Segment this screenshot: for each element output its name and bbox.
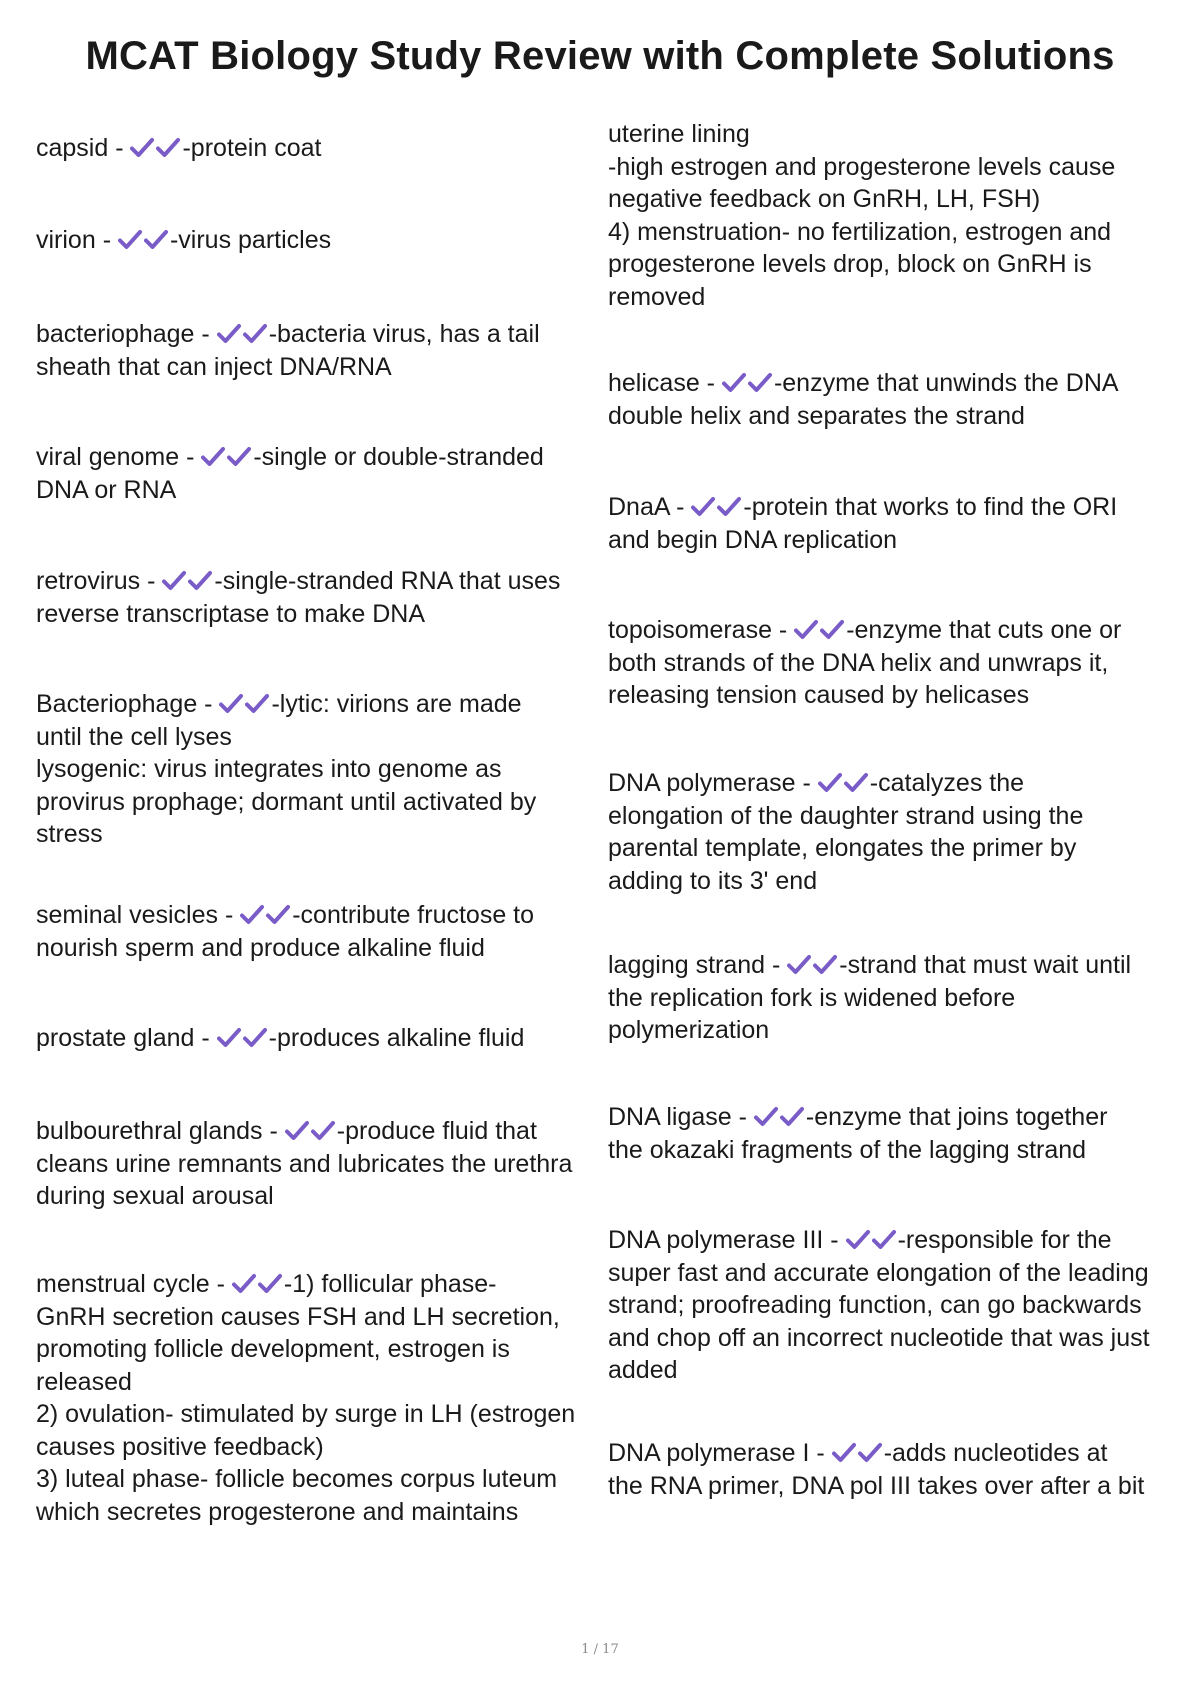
entry-definition-line: and chop off an incorrect nucleotide that was just [608,1323,1150,1352]
entry-definition-line: both strands of the DNA helix and unwraps it, [608,648,1109,677]
flashcard-entry [608,1224,1168,1387]
entry-definition: -single or double-stranded [253,443,544,471]
entry-definition: -lytic: virions are made [271,690,522,718]
entry-first-line [36,132,596,165]
checkmark-icon [130,137,156,159]
flashcard-entry [36,1022,596,1055]
term-separator: - [731,1103,754,1131]
checkmark-icon [243,1027,269,1049]
checkmark-icon [266,904,292,926]
flashcard-entry [36,318,596,383]
entry-definition: -adds nucleotides at [883,1439,1108,1467]
entry-definition: -protein that works to find the ORI [743,493,1118,521]
checkmark-icon [232,1273,258,1295]
entry-definition-line: the RNA primer, DNA pol III takes over after a bit [608,1471,1145,1500]
entry-definition-line: parental template, elongates the primer by [608,834,1077,862]
checkmark-icon [872,1229,898,1251]
entry-definition-line: during sexual arousal [36,1182,274,1210]
entry-definition: -bacteria virus, has a tail [268,320,540,348]
entry-definition: -responsible for the [897,1226,1112,1254]
entry-definition-line: lysogenic: virus integrates into genome as [36,755,502,783]
entry-term: DnaA [608,493,670,521]
entry-definition-line: polymerization [608,1016,770,1044]
entry-first-line [36,688,596,721]
flashcard-entry [608,614,1168,712]
entry-term: retrovirus [36,567,141,595]
entry-definition-line: causes positive feedback) [36,1432,324,1461]
term-separator: - [699,369,722,397]
checkmark-icon [818,772,844,794]
entry-definition: -produces alkaline fluid [268,1024,525,1052]
checkmark-icon [118,229,144,251]
term-separator: - [765,951,788,979]
term-separator: - [95,226,118,254]
checkmark-icon [258,1273,284,1295]
entry-term: prostate gland [36,1024,195,1052]
term-separator: - [795,769,818,797]
entry-first-line [36,1268,596,1301]
entry-first-line [608,614,1168,647]
entry-definition-line: strand; proofreading function, can go backwards [608,1291,1142,1319]
checkmark-icon [156,137,182,159]
entry-term: seminal vesicles [36,901,219,929]
page-number: 1 / 17 [581,1642,619,1657]
continued-line: progesterone levels drop, block on GnRH is [608,250,1092,278]
term-separator: - [179,443,202,471]
term-separator: - [194,1024,217,1052]
flashcard-entry [608,949,1168,1047]
flashcard-entry [608,767,1168,897]
term-separator: - [809,1439,832,1467]
entry-term: bacteriophage [36,320,195,348]
entry-first-line [608,491,1168,524]
entry-first-line [36,224,596,257]
continued-entry [608,118,1168,313]
entry-definition-line: provirus prophage; dormant until activated by [36,787,537,816]
entry-definition-line: releasing tension caused by helicases [608,681,1030,709]
entry-first-line [608,1101,1168,1134]
term-separator: - [262,1117,285,1145]
checkmark-icon [217,323,243,345]
flashcard-entry [36,1268,596,1528]
entry-definition: -contribute fructose to [292,901,535,929]
entry-term: topoisomerase [608,616,772,644]
entry-definition: -protein coat [182,134,322,162]
term-separator: - [108,134,131,162]
flashcard-entry [36,224,596,257]
entry-first-line [36,441,596,474]
entry-first-line [608,367,1168,400]
term-separator: - [197,690,220,718]
continued-line: 4) menstruation- no fertilization, estrogen and [608,217,1112,246]
entry-term: capsid [36,134,109,162]
entry-definition: -1) follicular phase- [283,1270,497,1298]
entry-definition-line: sheath that can inject DNA/RNA [36,352,392,381]
entry-first-line [36,899,596,932]
entry-definition: -enzyme that cuts one or [846,616,1122,644]
page-title: MCAT Biology Study Review with Complete Solutions [85,34,1115,78]
entry-term: DNA polymerase I [608,1439,810,1467]
flashcard-entry [36,565,596,630]
checkmark-icon [832,1442,858,1464]
checkmark-icon [844,772,870,794]
flashcard-entry [36,688,596,851]
entry-term: helicase [608,369,700,397]
checkmark-icon [188,570,214,592]
checkmark-icon [144,229,170,251]
continued-line: removed [608,282,706,311]
flashcard-entry [36,441,596,506]
entry-definition-line: released [36,1367,132,1396]
flashcard-entry [608,491,1168,556]
entry-term: menstrual cycle [36,1270,210,1298]
checkmark-icon [245,693,271,715]
entry-first-line [608,949,1168,982]
entry-definition-line: cleans urine remnants and lubricates the urethra [36,1149,573,1178]
entry-definition-line: super fast and accurate elongation of the leading [608,1258,1149,1287]
entry-first-line [608,1224,1168,1257]
entry-definition: -catalyzes the [869,769,1025,797]
checkmark-icon [813,954,839,976]
term-separator: - [823,1226,846,1254]
entry-definition-line: which secretes progesterone and maintains [36,1497,519,1526]
term-separator: - [218,901,241,929]
entry-definition-line: elongation of the daughter strand using the [608,801,1084,830]
entry-definition-line: double helix and separates the strand [608,401,1025,430]
entry-definition: -strand that must wait until [839,951,1132,979]
flashcard-entry [608,1101,1168,1166]
entry-definition-line: 3) luteal phase- follicle becomes corpus luteum [36,1465,558,1493]
term-separator: - [140,567,163,595]
checkmark-icon [846,1229,872,1251]
checkmark-icon [717,496,743,518]
entry-first-line [36,1022,596,1055]
term-separator: - [669,493,692,521]
entry-first-line [608,1437,1168,1470]
entry-first-line [36,1115,596,1148]
entry-definition-line: and begin DNA replication [608,525,898,554]
term-separator: - [209,1270,232,1298]
entry-definition-line: stress [36,820,103,848]
entry-definition: -produce fluid that [336,1117,537,1145]
entry-definition-line: promoting follicle development, estrogen is [36,1335,510,1363]
entry-definition-line: GnRH secretion causes FSH and LH secretion, [36,1302,560,1331]
flashcard-entry [36,132,596,165]
continued-line: uterine lining [608,120,750,148]
entry-definition-line: the replication fork is widened before [608,983,1016,1012]
flashcard-entry [36,899,596,964]
checkmark-icon [780,1106,806,1128]
entry-term: virion [36,226,96,254]
checkmark-icon [219,693,245,715]
entry-definition-line: DNA or RNA [36,475,177,504]
checkmark-icon [787,954,813,976]
entry-term: bulbourethral glands [36,1117,263,1145]
checkmark-icon [820,619,846,641]
entry-definition-line: nourish sperm and produce alkaline fluid [36,933,485,962]
entry-term: DNA ligase [608,1103,732,1131]
checkmark-icon [285,1120,311,1142]
continued-line: negative feedback on GnRH, LH, FSH) [608,185,1041,213]
entry-first-line [608,767,1168,800]
entry-term: lagging strand [608,951,766,979]
entry-term: viral genome [36,443,180,471]
entry-definition-line: until the cell lyses [36,722,232,751]
term-separator: - [771,616,795,644]
entry-definition-line: 2) ovulation- stimulated by surge in LH (estrogen [36,1400,576,1428]
flashcard-entry [608,367,1168,432]
entry-definition-line: the okazaki fragments of the lagging strand [608,1135,1087,1164]
checkmark-icon [722,372,748,394]
checkmark-icon [227,446,253,468]
entry-definition: -virus particles [169,226,332,254]
flashcard-entry [608,1437,1168,1502]
entry-definition-line: added [608,1356,678,1384]
entry-term: DNA polymerase III [608,1226,824,1254]
checkmark-icon [243,323,269,345]
checkmark-icon [748,372,774,394]
entry-definition-line: adding to its 3' end [608,866,818,895]
checkmark-icon [691,496,717,518]
flashcard-entry [36,1115,596,1213]
continued-line: -high estrogen and progesterone levels cause [608,152,1116,181]
checkmark-icon [201,446,227,468]
entry-definition: -enzyme that joins together [805,1103,1108,1131]
entry-definition: -single-stranded RNA that uses [214,567,561,595]
checkmark-icon [240,904,266,926]
checkmark-icon [162,570,188,592]
term-separator: - [194,320,217,348]
entry-term: DNA polymerase [608,769,796,797]
entry-term: Bacteriophage [36,690,198,718]
checkmark-icon [217,1027,243,1049]
entry-first-line [36,318,596,351]
entry-first-line [36,565,596,598]
checkmark-icon [858,1442,884,1464]
entry-definition: -enzyme that unwinds the DNA [773,369,1119,397]
checkmark-icon [311,1120,337,1142]
checkmark-icon [754,1106,780,1128]
checkmark-icon [794,619,820,641]
entry-definition-line: reverse transcriptase to make DNA [36,599,426,628]
